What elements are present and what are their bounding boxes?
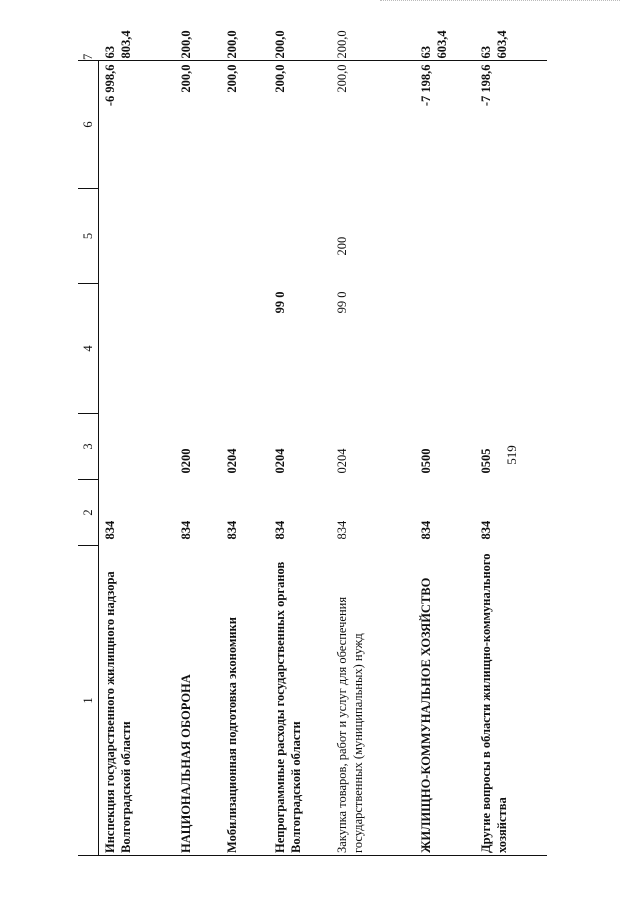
amount-change: -6 998,6 bbox=[103, 64, 117, 107]
table-row: Мобилизационная подготовка экономики 834 0204 200,0 200,0 bbox=[221, 61, 269, 856]
table-row: Закупка товаров, работ и услуг для обеспечения государственных (муниципальных) нужд 834 0204 99 0 200 200,0 200,0 bbox=[331, 61, 415, 856]
budget-table bbox=[78, 30, 547, 856]
header-col-4: 4 bbox=[78, 284, 99, 414]
row-name: Мобилизационная подготовка экономики bbox=[221, 546, 269, 856]
section-code: 0204 bbox=[335, 448, 349, 474]
amount-change: 200,0 bbox=[273, 64, 287, 93]
ministry-code: 834 bbox=[179, 520, 193, 540]
ministry-code: 834 bbox=[335, 520, 349, 540]
expense-type: 200 bbox=[335, 236, 349, 256]
section-code bbox=[99, 414, 176, 480]
rotated-page-content bbox=[78, 30, 608, 856]
section-code: 0204 bbox=[225, 448, 239, 474]
table-row: ЖИЛИЩНО-КОММУНАЛЬНОЕ ХОЗЯЙСТВО 834 0500 -7 198,6 63 603,4 bbox=[415, 61, 475, 856]
row-name: Другие вопросы в области жилищно-коммунального хозяйства bbox=[475, 546, 547, 856]
amount-change: 200,0 bbox=[225, 64, 239, 93]
amount-change: -7 198,6 bbox=[419, 64, 433, 107]
row-name: Инспекция государственного жилищного надзора Волгоградской области bbox=[99, 546, 176, 856]
expense-type bbox=[175, 189, 221, 284]
ministry-code: 834 bbox=[103, 520, 117, 540]
target-article bbox=[221, 284, 269, 414]
ministry-code: 834 bbox=[225, 520, 239, 540]
target-article: 99 0 bbox=[335, 291, 349, 314]
table-row: Инспекция государственного жилищного надзора Волгоградской области 834 -6 998,6 63 803,4 bbox=[99, 61, 176, 856]
expense-type bbox=[475, 189, 547, 284]
header-col-3: 3 bbox=[78, 414, 99, 480]
expense-type bbox=[269, 189, 331, 284]
section-code: 0200 bbox=[179, 448, 193, 474]
amount-change: 200,0 bbox=[179, 64, 193, 93]
section-code: 0500 bbox=[419, 448, 433, 474]
target-article bbox=[99, 284, 176, 414]
header-col-2: 2 bbox=[78, 480, 99, 546]
amount-change: 200,0 bbox=[335, 64, 349, 93]
ministry-code: 834 bbox=[419, 520, 433, 540]
amount-change: -7 198,6 bbox=[479, 64, 493, 107]
target-article bbox=[475, 284, 547, 414]
target-article bbox=[175, 284, 221, 414]
expense-type bbox=[99, 189, 176, 284]
table-row: Непрограммные расходы государственных органов Волгоградской области 834 0204 99 0 200,0 200,0 bbox=[269, 61, 331, 856]
ministry-code: 834 bbox=[479, 520, 493, 540]
row-name: НАЦИОНАЛЬНАЯ ОБОРОНА bbox=[175, 546, 221, 856]
table-row: НАЦИОНАЛЬНАЯ ОБОРОНА 834 0200 200,0 200,0 bbox=[175, 61, 221, 856]
top-edge-line bbox=[380, 0, 620, 3]
header-col-5: 5 bbox=[78, 189, 99, 284]
section-code: 0204 bbox=[273, 448, 287, 474]
target-article: 99 0 bbox=[273, 291, 287, 314]
table-header-row: 1 2 3 4 5 6 7 bbox=[78, 61, 99, 856]
row-name: Закупка товаров, работ и услуг для обеспечения государственных (муниципальных) нужд bbox=[331, 546, 415, 856]
section-code: 0505 bbox=[479, 448, 493, 474]
row-name: Непрограммные расходы государственных органов Волгоградской области bbox=[269, 546, 331, 856]
header-col-1: 1 bbox=[78, 546, 99, 856]
expense-type bbox=[415, 189, 475, 284]
target-article bbox=[415, 284, 475, 414]
page-number: 519 bbox=[504, 445, 519, 465]
expense-type bbox=[221, 189, 269, 284]
row-name: ЖИЛИЩНО-КОММУНАЛЬНОЕ ХОЗЯЙСТВО bbox=[415, 546, 475, 856]
header-col-6: 6 bbox=[78, 61, 99, 189]
ministry-code: 834 bbox=[273, 520, 287, 540]
table-row: Другие вопросы в области жилищно-коммунального хозяйства 834 0505 -7 198,6 63 603,4 bbox=[475, 61, 547, 856]
